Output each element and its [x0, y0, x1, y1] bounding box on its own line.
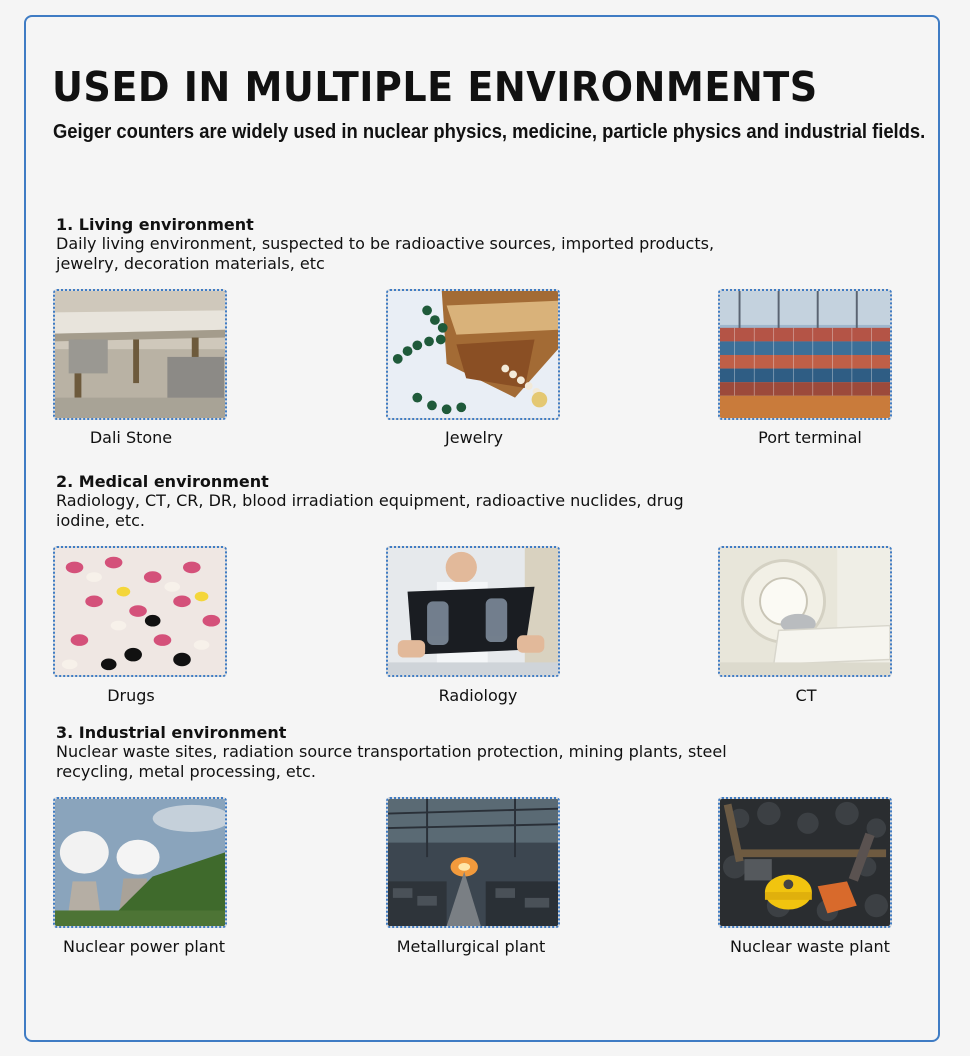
caption-radiology: Radiology	[438, 686, 518, 705]
caption-jewelry: Jewelry	[445, 428, 503, 447]
image-nuclear-power-plant	[53, 797, 227, 928]
image-drugs	[53, 546, 227, 677]
image-nuclear-waste-plant	[718, 797, 892, 928]
section-description-living: Daily living environment, suspected to be radioactive sources, imported products, jewelry, decoration materials, etc	[56, 234, 715, 273]
image-jewelry	[386, 289, 560, 420]
image-ct	[718, 546, 892, 677]
image-port-terminal	[718, 289, 892, 420]
caption-metallurgical-plant: Metallurgical plant	[396, 937, 546, 956]
caption-drugs: Drugs	[107, 686, 155, 705]
caption-nuclear-power-plant: Nuclear power plant	[62, 937, 226, 956]
section-description-industrial: Nuclear waste sites, radiation source transportation protection, mining plants, steel recycling, metal processing, etc.	[56, 742, 727, 781]
page-title: USED IN MULTIPLE ENVIRONMENTS	[52, 63, 818, 111]
caption-dali-stone: Dali Stone	[89, 428, 173, 447]
section-heading-living: 1. Living environment	[56, 215, 254, 234]
caption-ct: CT	[795, 686, 817, 705]
section-heading-industrial: 3. Industrial environment	[56, 723, 287, 742]
caption-nuclear-waste-plant: Nuclear waste plant	[730, 937, 890, 956]
image-metallurgical-plant	[386, 797, 560, 928]
page-subtitle: Geiger counters are widely used in nuclear physics, medicine, particle physics and industrial fields.	[53, 121, 926, 143]
caption-port-terminal: Port terminal	[758, 428, 862, 447]
section-description-medical: Radiology, CT, CR, DR, blood irradiation equipment, radioactive nuclides, drug iodine, etc.	[56, 491, 684, 530]
section-heading-medical: 2. Medical environment	[56, 472, 269, 491]
image-dali-stone	[53, 289, 227, 420]
image-radiology	[386, 546, 560, 677]
